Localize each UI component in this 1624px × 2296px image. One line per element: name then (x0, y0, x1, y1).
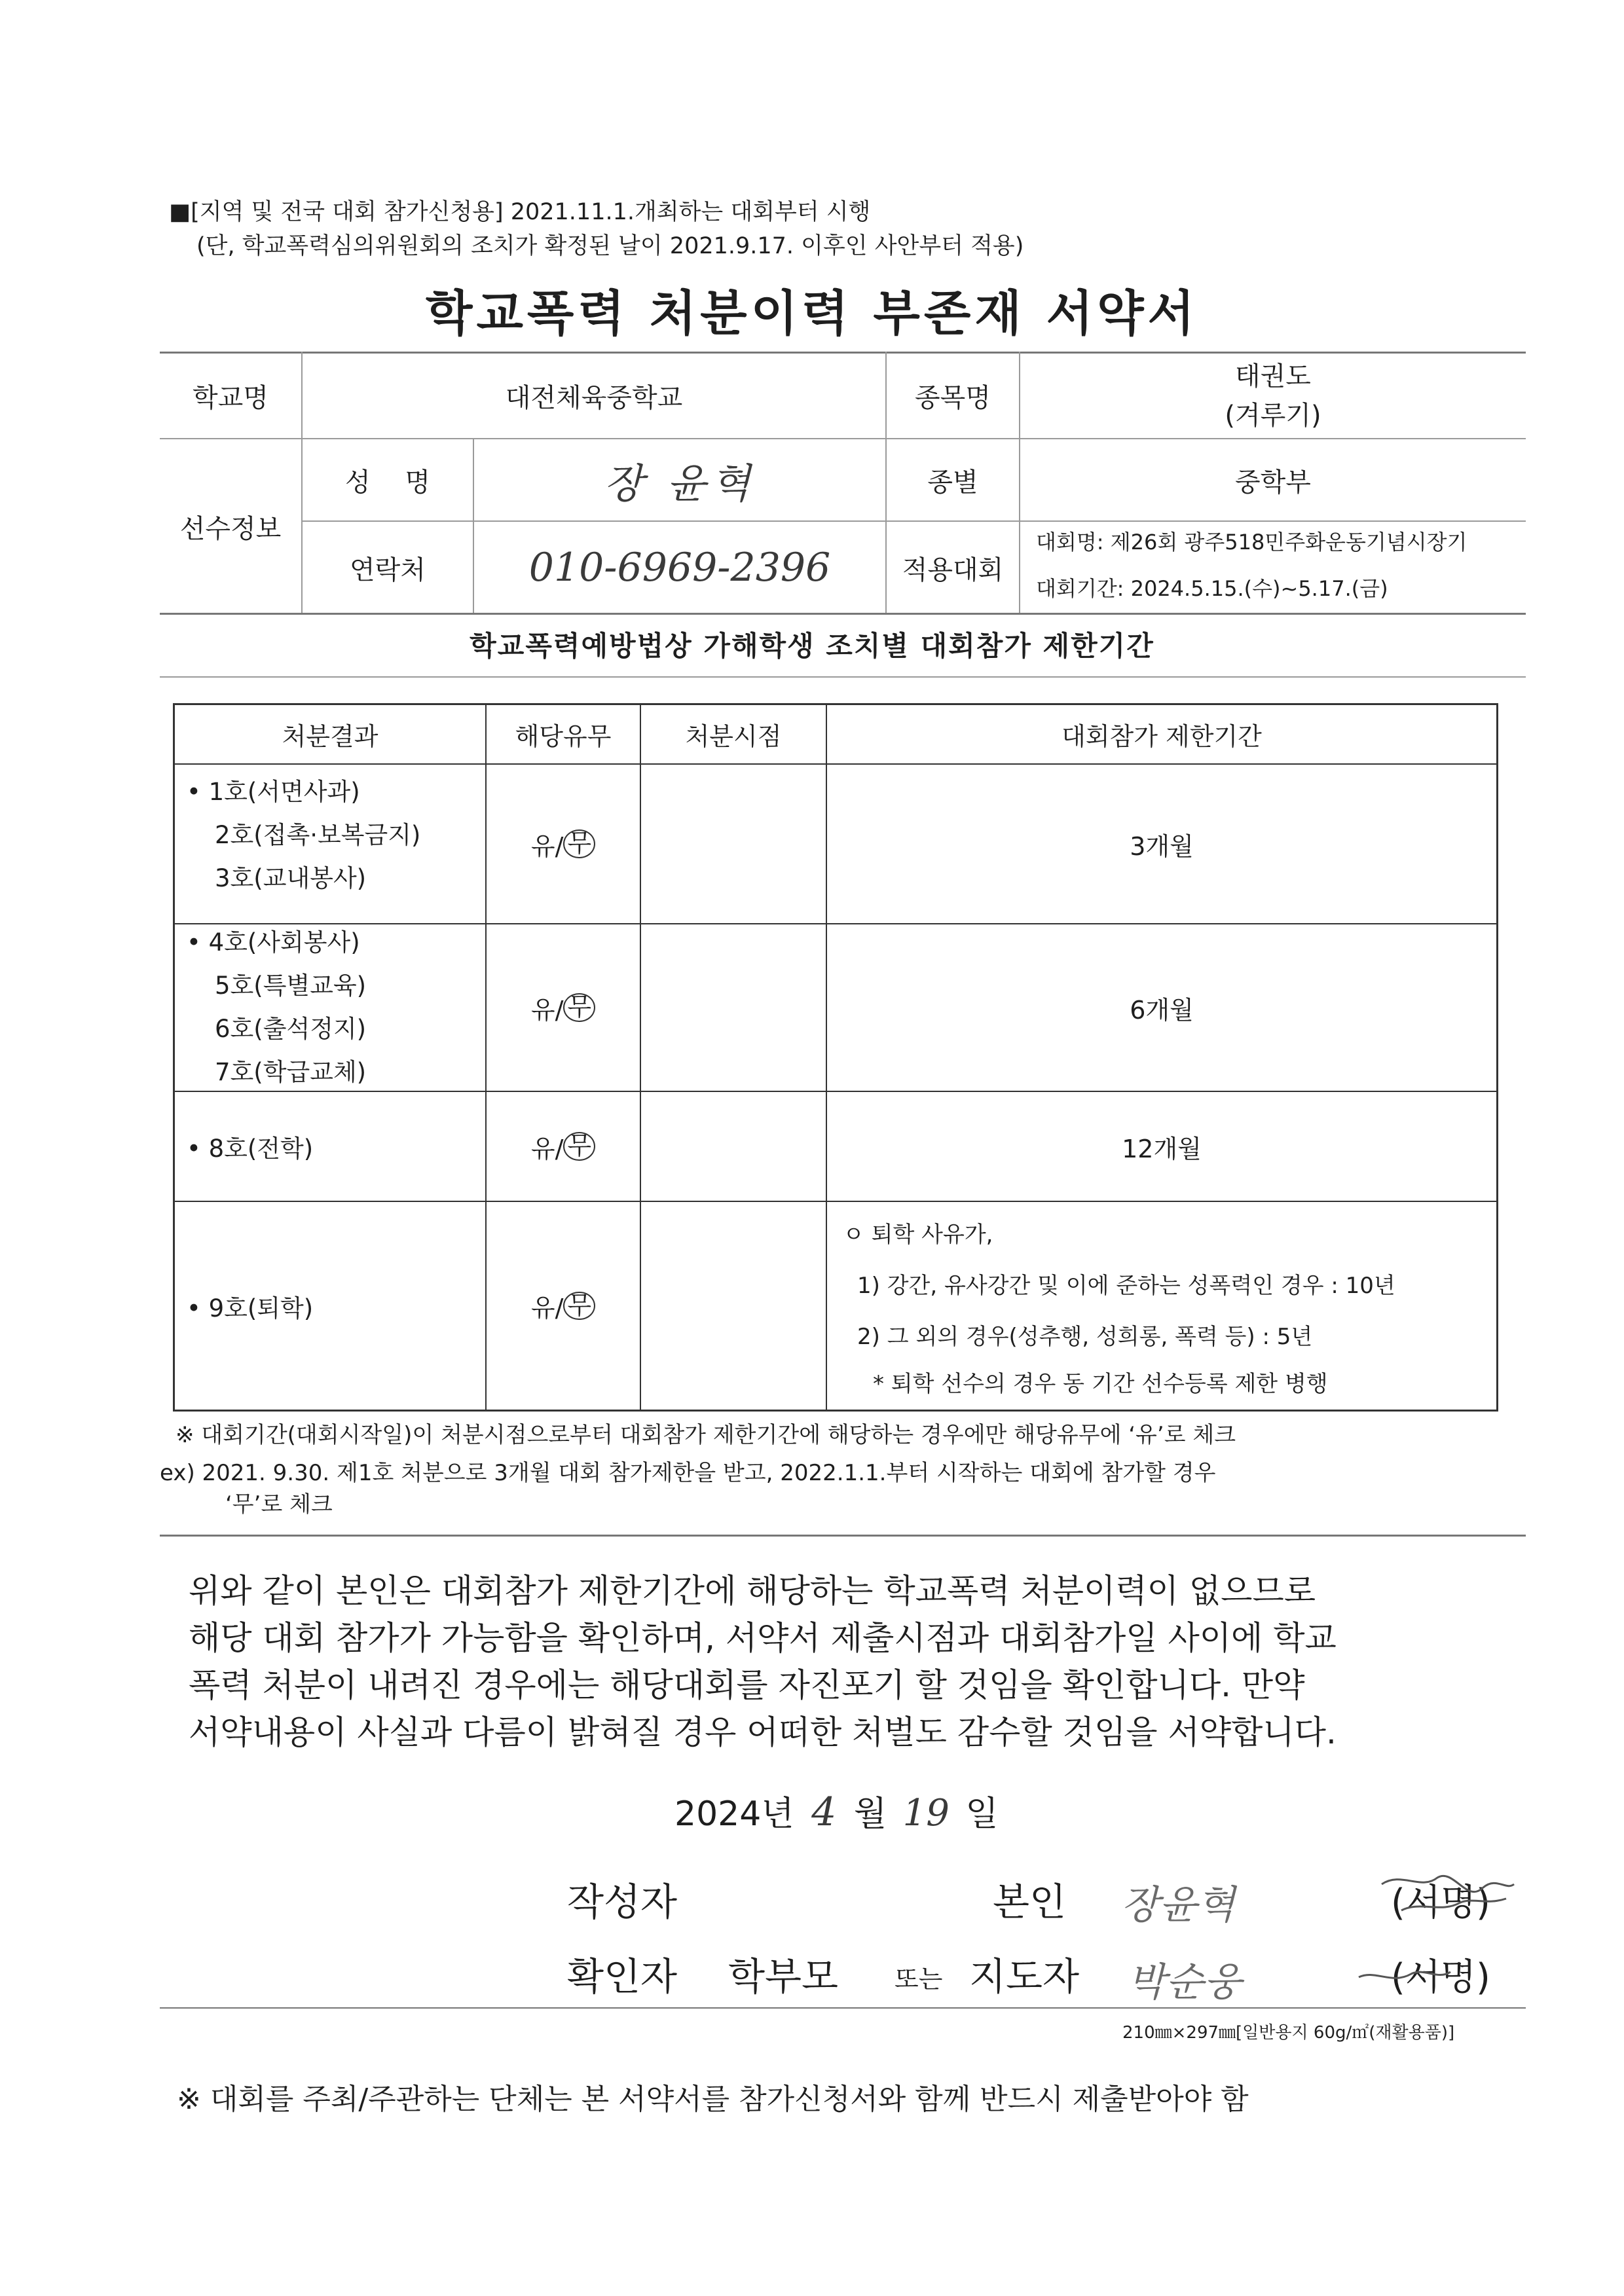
school-label: 학교명 (193, 383, 268, 413)
table-row-2-results (187, 921, 366, 1094)
school-value: 대전체육중학교 (505, 383, 683, 413)
parent-label: 학부모 (728, 1954, 839, 1999)
expulsion-case-1: 1) 강간, 유사강간 및 이에 준하는 성폭력인 경우 : 10년 (857, 1273, 1395, 1299)
date-day-label: 일 (965, 1795, 999, 1834)
pledge-line: 위와 같이 본인은 대회참가 제한기간에 해당하는 학교폭력 처분이력이 없으므로 (189, 1572, 1316, 1610)
table-row-1-period: 3개월 (1130, 831, 1194, 861)
table-row-1-check (487, 765, 640, 923)
table-row-1-results (187, 771, 420, 900)
result-item: 2호(접촉·보복금지) (215, 821, 421, 849)
name-value-handwritten: 장 윤혁 (604, 460, 756, 507)
coach-label: 지도자 (969, 1954, 1080, 1999)
self-label: 본인 (993, 1880, 1067, 1924)
table-row-3-time (641, 1092, 826, 1201)
check-no-circled: 무 (563, 1292, 595, 1321)
date-year: 2024년 (674, 1795, 794, 1834)
sport-value-line-2: (겨루기) (1225, 400, 1321, 431)
col-header-applicable: 해당유무 (515, 722, 612, 751)
result-item: 3호(교내봉사) (215, 864, 367, 892)
table-row-3-check (487, 1092, 640, 1201)
date-month-handwritten: 4 (811, 1789, 837, 1835)
footnote-3: ‘무’로 체크 (225, 1491, 333, 1518)
event-period: 대회기간: 2024.5.15.(수)~5.17.(금) (1036, 576, 1388, 601)
pledge-line: 서약내용이 사실과 다름이 밝혀질 경우 어떠한 처벌도 감수할 것임을 서약합니다. (189, 1713, 1337, 1751)
bottom-note: ※ 대회를 주최/주관하는 단체는 본 서약서를 참가신청서와 함께 반드시 제출받아야 함 (177, 2083, 1249, 2116)
contact-value-handwritten: 010-6969-2396 (528, 545, 831, 591)
restriction-heading: 학교폭력예방법상 가해학생 조치별 대회참가 제한기간 (470, 630, 1154, 662)
notice-line-2: (단, 학교폭력심의위원회의 조치가 확정된 날이 2021.9.17. 이후인 사안부터 적용) (196, 233, 1024, 259)
sport-value-line-1: 태권도 (1235, 361, 1311, 392)
table-row-3-results: • 8호(전학) (187, 1135, 314, 1163)
result-item: • 4호(사회봉사) (187, 928, 360, 957)
athlete-info-label: 선수정보 (179, 513, 282, 544)
check-yes-label: 유/ (530, 1294, 564, 1322)
result-item: 7호(학급교체) (215, 1058, 367, 1086)
writer-label: 작성자 (567, 1880, 678, 1924)
expulsion-case-2: 2) 그 외의 경우(성추행, 성희롱, 폭력 등) : 5년 (857, 1324, 1313, 1350)
page-title: 학교폭력 처분이력 부존재 서약서 (425, 285, 1199, 342)
bottom-divider (160, 2007, 1526, 2009)
sport-value (1020, 354, 1526, 438)
notice-line-1: ■[지역 및 전국 대회 참가신청용] 2021.11.1.개최하는 대회부터 시행 (169, 199, 871, 225)
pledge-paragraph (189, 1567, 1337, 1756)
sport-label: 종목명 (915, 383, 991, 413)
date-day-handwritten: 19 (902, 1792, 950, 1834)
or-label: 또는 (895, 1965, 943, 1994)
table-row-1-time (641, 765, 826, 923)
table-row-4-period (843, 1209, 1395, 1406)
expulsion-note: * 퇴학 선수의 경우 동 기간 선수등록 제한 병행 (873, 1371, 1328, 1397)
col-header-period: 대회참가 제한기간 (1061, 722, 1262, 751)
pledge-date (674, 1786, 999, 1835)
coach-signature-name: 박순웅 (1128, 1959, 1242, 2005)
self-signature-name: 장윤혁 (1121, 1882, 1235, 1928)
check-no-circled: 무 (563, 829, 595, 858)
table-row-3-period: 12개월 (1122, 1134, 1202, 1163)
self-signature-scribble (1375, 1865, 1519, 1923)
coach-sign-mark: (서명) (1391, 1956, 1490, 1999)
check-yes-label: 유/ (530, 831, 564, 861)
result-item: 6호(출석정지) (215, 1015, 367, 1043)
footnote-1: ※ 대회기간(대회시작일)이 처분시점으로부터 대회참가 제한기간에 해당하는 경우에만 해당유무에 ‘유’로 체크 (175, 1422, 1236, 1448)
category-label: 종별 (927, 467, 978, 498)
check-no-circled: 무 (563, 1132, 595, 1161)
check-no-circled: 무 (563, 993, 595, 1022)
restriction-table (173, 703, 1498, 1412)
table-row-4-time (641, 1202, 826, 1410)
check-yes-label: 유/ (530, 1134, 564, 1163)
event-name: 대회명: 제26회 광주518민주화운동기념시장기 (1036, 530, 1467, 555)
contact-label: 연락처 (350, 555, 426, 585)
self-sign-mark: (서명) (1391, 1882, 1490, 1924)
result-item: • 1호(서면사과) (187, 778, 360, 806)
pledge-line: 폭력 처분이 내려진 경우에는 해당대회를 자진포기 할 것임을 확인합니다. 만약 (189, 1666, 1305, 1704)
pledge-line: 해당 대회 참가가 가능함을 확인하며, 서약서 제출시점과 대회참가일 사이에 학교 (189, 1619, 1337, 1657)
coach-signature-scribble (1356, 1958, 1454, 1997)
table-row-2-time (641, 924, 826, 1091)
check-yes-label: 유/ (530, 995, 564, 1025)
col-header-result: 처분결과 (282, 722, 378, 751)
table-row-4-check (487, 1202, 640, 1410)
footnote-2: ex) 2021. 9.30. 제1호 처분으로 3개월 대회 참가제한을 받고, 2022.1.1.부터 시작하는 대회에 참가할 경우 (160, 1460, 1216, 1486)
table-row-2-period: 6개월 (1130, 995, 1194, 1025)
paper-spec: 210㎜×297㎜[일반용지 60g/㎡(재활용품)] (1122, 2023, 1455, 2043)
result-item: 5호(특별교육) (215, 972, 367, 1000)
date-month-label: 월 (853, 1795, 887, 1834)
expulsion-intro: ㅇ 퇴학 사유가, (843, 1222, 993, 1248)
table-row-4-results: • 9호(퇴학) (187, 1294, 314, 1322)
event-label: 적용대회 (902, 555, 1004, 585)
col-header-time: 처분시점 (685, 722, 782, 751)
table-row-2-check (487, 924, 640, 1091)
confirmer-label: 확인자 (567, 1954, 678, 1999)
category-value: 중학부 (1235, 467, 1311, 498)
divider (160, 1535, 1526, 1537)
name-label: 성 명 (345, 467, 430, 498)
